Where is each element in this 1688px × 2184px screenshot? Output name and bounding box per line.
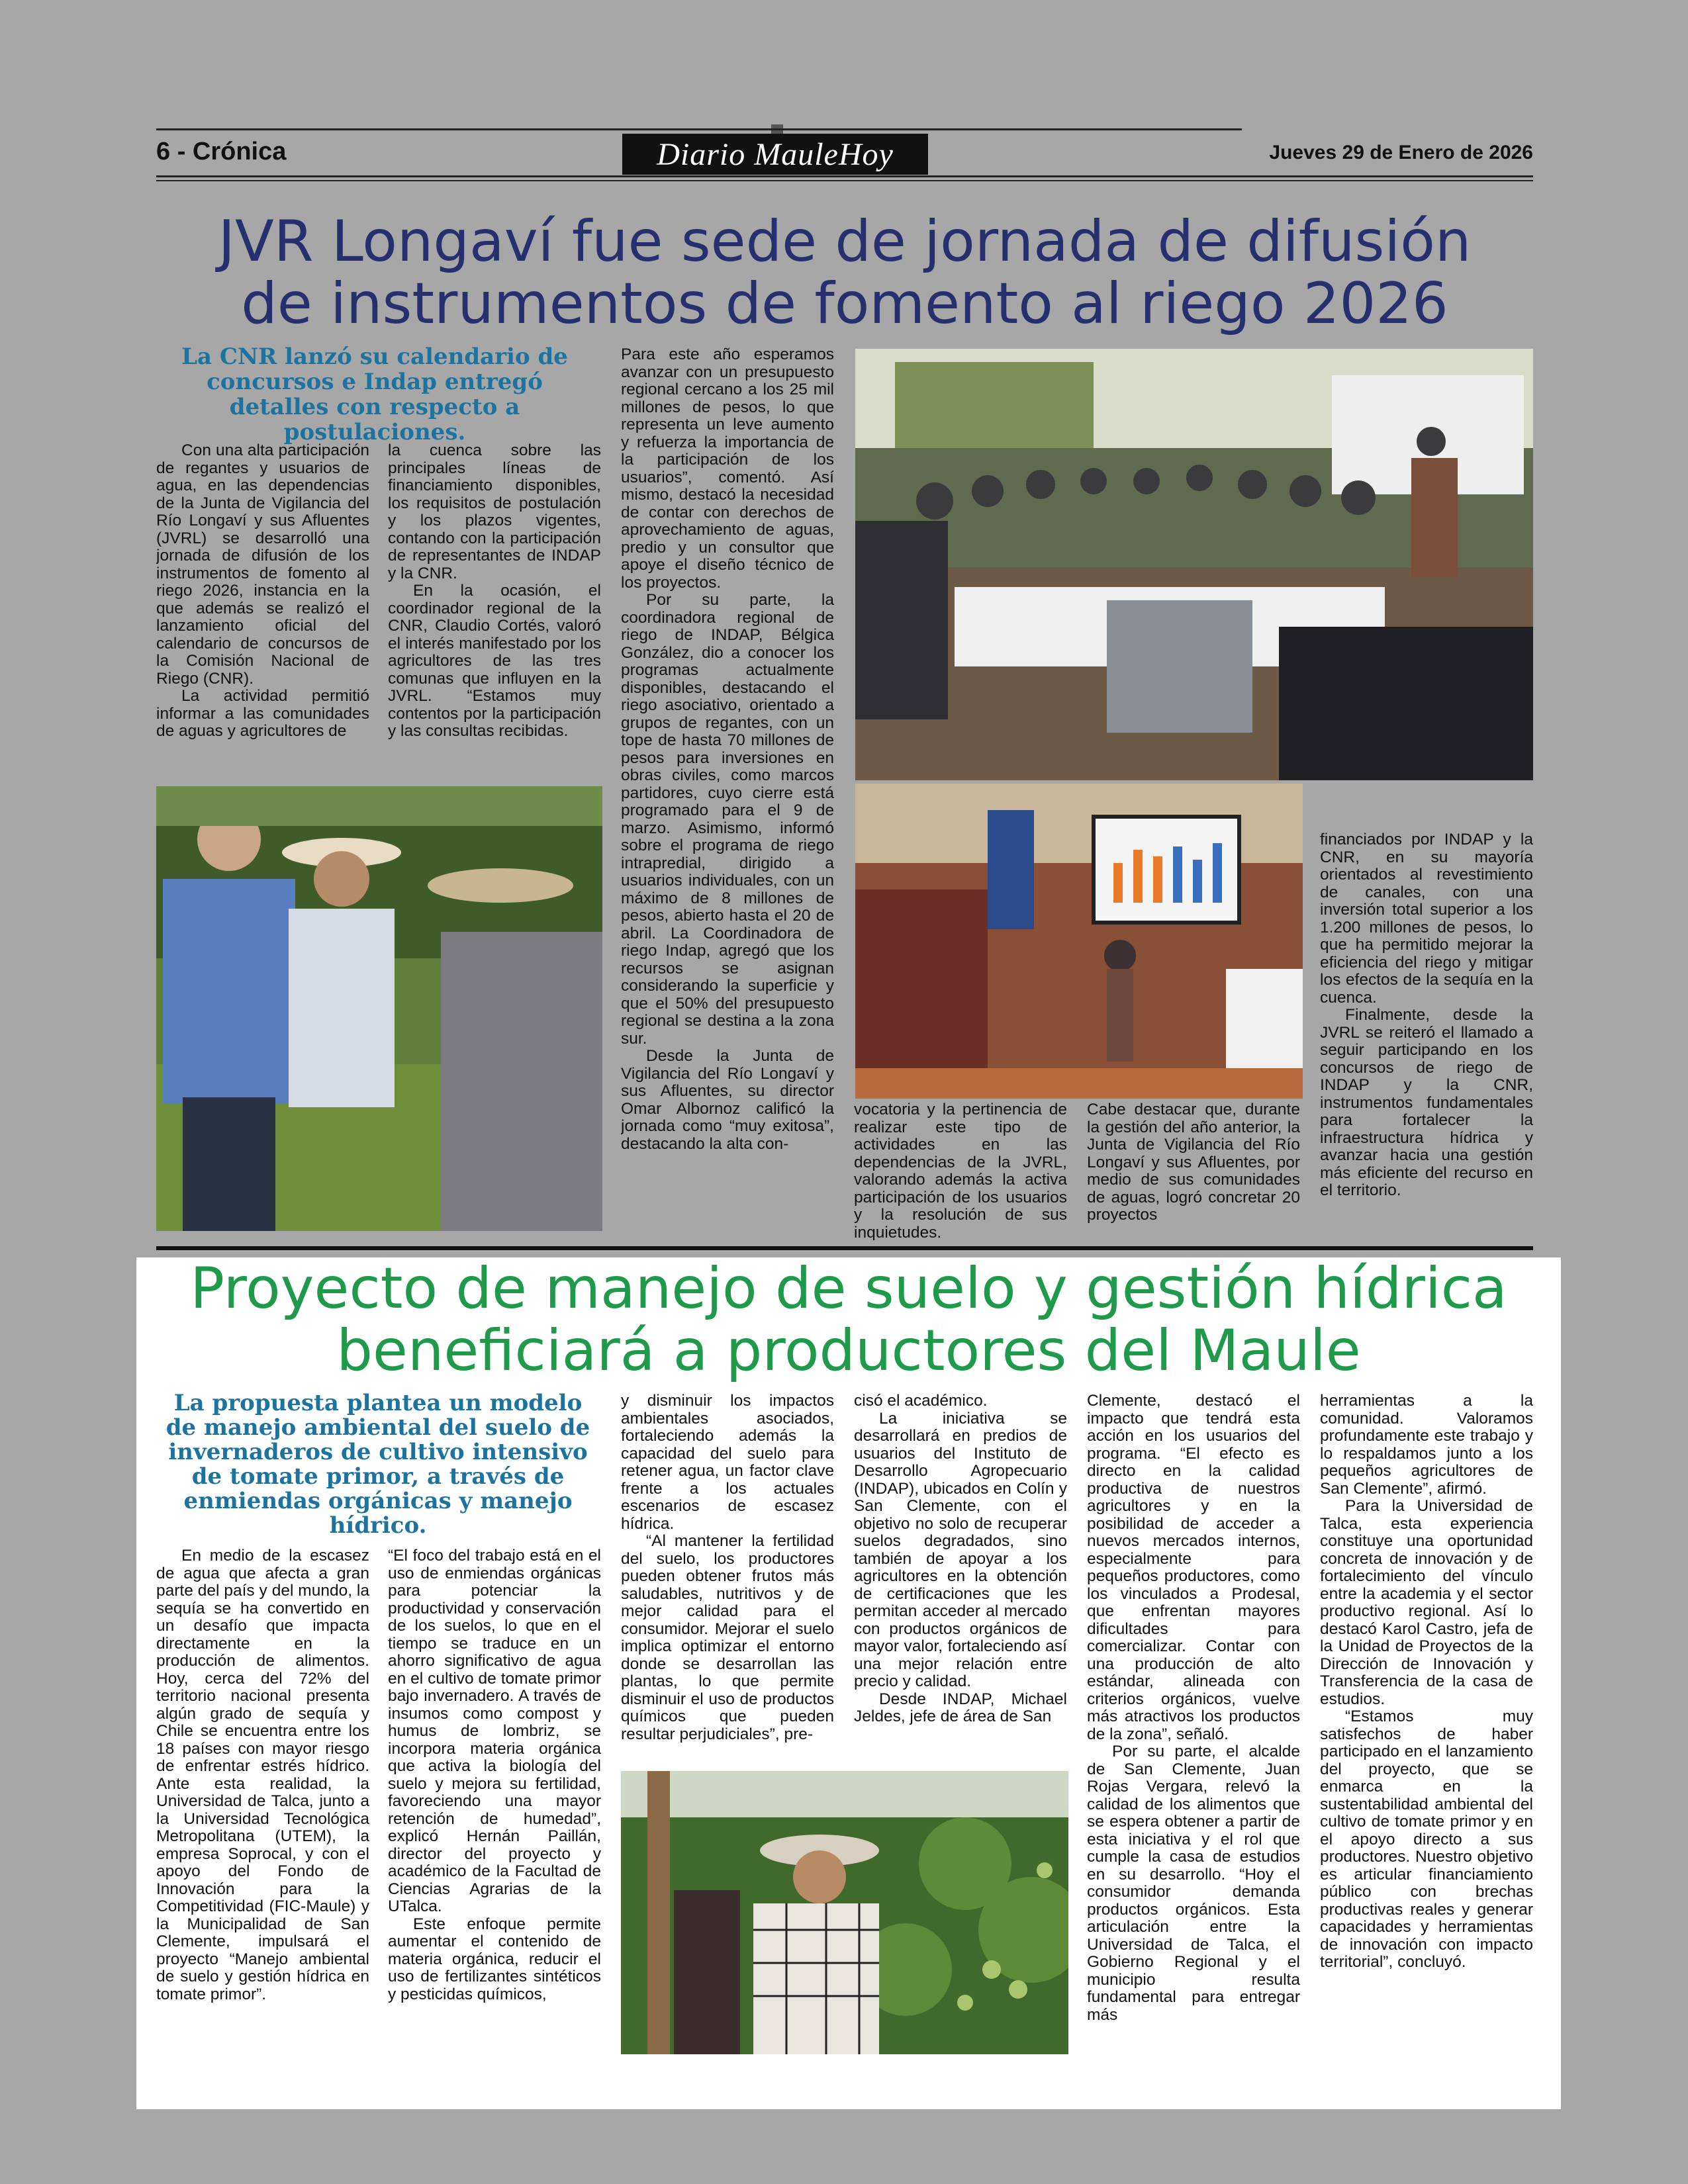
paragraph: Cabe destacar que, durante la gestión del año anterior, la Junta de Vigilancia del Río Longaví y sus Afluentes, por medio de sus comunidades de aguas, logró concretar 20 proyectos (1087, 1101, 1300, 1224)
section-label: 6 - Crónica (156, 138, 287, 165)
article2-headline-line2: beneficiará a productores del Maule (336, 1318, 1361, 1384)
masthead-rule (156, 175, 1533, 177)
article1-column-1 (156, 442, 369, 773)
article2-column-2 (388, 1547, 601, 2064)
paragraph: Desde INDAP, Michael Jeldes, jefe de área de San (854, 1690, 1067, 1725)
paragraph: herramientas a la comunidad. Valoramos profundamente este trabajo y lo respaldamos junto a los pequeños agricultores de San Clemente”, afirmó. (1320, 1392, 1533, 1498)
article1-headline (156, 210, 1533, 335)
paragraph: la cuenca sobre las principales líneas de financiamiento disponibles, los requisitos de postulación y los plazos vigentes, contando con la participación de representantes de INDAP y la CNR. (388, 442, 601, 582)
article1-column-6 (1320, 831, 1533, 1240)
photo-conversation-garden (156, 786, 602, 1231)
paragraph: Con una alta participación de regantes y usuarios de agua, en las dependencias de la Junta de Vigilancia del Río Longaví y sus Afluentes (JVRL) se desarrolló una jornada de difusión de los instrumentos de fomento al riego 2026, instancia en la que además se realizó el lanzamiento oficial del calendario de concursos de la Comisión Nacional de Riego (CNR). (156, 442, 369, 688)
article1-column-3 (621, 346, 834, 1240)
article2-column-1 (156, 1547, 369, 2064)
article2-headline (136, 1257, 1561, 1382)
article1-column-4 (854, 1101, 1067, 1240)
paragraph: Este enfoque permite aumentar el contenido de materia orgánica, reducir el uso de fertilizantes sintéticos y pesticidas químicos, (388, 1915, 601, 2003)
paragraph: financiados por INDAP y la CNR, en su mayoría orientados al revestimiento de canales, con una inversión total superior a los 1.200 millones de pesos, lo que ha permitido mejorar la eficiencia del riego y mitigar los efectos de la sequía en la cuenca. (1320, 831, 1533, 1007)
photo-meeting-audience (855, 349, 1533, 780)
paragraph: La iniciativa se desarrollará en predios de usuarios del Instituto de Desarrollo Agropecuario (INDAP), ubicados en Colín y San Clemente, con el objetivo no solo de recuperar suelos degradados, sino también de apoyar a los agricultores en la obtención de certificaciones que les permitan acceder al mercado con productos orgánicos de mayor valor, fortaleciendo así una mejor relación entre precio y calidad. (854, 1409, 1067, 1690)
paragraph: La actividad permitió informar a las comunidades de aguas y agricultores de (156, 687, 369, 740)
issue-date: Jueves 29 de Enero de 2026 (1269, 142, 1533, 163)
paragraph: Para este año esperamos avanzar con un presupuesto regional cercano a los 25 mil millones de pesos, lo que representa un leve aumento y refuerza la importancia de la participación de los usuarios”, comentó. Así mismo, destacó la necesidad de contar con derechos de aprovechamiento de aguas, predio y un consultor que apoye el diseño técnico de los proyectos. (621, 346, 834, 592)
paragraph: “El foco del trabajo está en el uso de enmiendas orgánicas para potenciar la productividad y conservación de los suelos, lo que en el tiempo se traduce en un ahorro significativo de agua en el cultivo de tomate primor bajo invernadero. A través de insumos como compost y humus de lombriz, se incorpora materia orgánica que activa la biología del suelo y mejora su fertilidad, favoreciendo una mayor retención de humedad”, explicó Hernán Paillán, director del proyecto y académico de la Facultad de Ciencias Agrarias de la UTalca. (388, 1547, 601, 1915)
article2-subhead: La propuesta plantea un modelo de manejo ambiental del suelo de invernaderos de cultivo intensivo de tomate primor, a través de enmiendas orgánicas y manejo hídrico. (165, 1390, 590, 1539)
paragraph: vocatoria y la pertinencia de realizar este tipo de actividades en las dependencias de la JVRL, valorando además la activa participación de los usuarios y la resolución de sus inquietudes. (854, 1101, 1067, 1240)
paragraph: Por su parte, el alcalde de San Clemente, Juan Rojas Vergara, relevó la calidad de los alimentos que se espera obtener a partir de esta iniciativa y el rol que cumple la casa de estudios en su desarrollo. “Hoy el consumidor demanda productos orgánicos. Esta articulación entre la Universidad de Talca, el Gobierno Regional y el municipio resulta fundamental para entregar más (1087, 1743, 1300, 2024)
photo-presentation-screen (855, 784, 1303, 1099)
paragraph: Clemente, destacó el impacto que tendrá esta acción en los usuarios del programa. “El efecto es directo en la calidad productiva de nuestros agricultores y en la posibilidad de acceder a nuevos mercados internos, especialmente para pequeños productores, como los vinculados a Prodesal, que enfrentan mayores dificultades para comercializar. Contar con una producción de alto estándar, alineada con criterios orgánicos, vuelve más atractivos los productos de la zona”, señaló. (1087, 1392, 1300, 1743)
masthead-rule-thin (156, 180, 1533, 181)
article1-headline-line2: de instrumentos de fomento al riego 2026 (241, 271, 1448, 337)
photo-tomato-greenhouse (621, 1771, 1068, 2054)
paragraph: Para la Universidad de Talca, esta experiencia constituye una oportunidad concreta de innovación y de fortalecimiento del vínculo entre la academia y el sector productivo regional. Así lo destacó Karol Castro, jefa de la Unidad de Proyectos de la Dirección de Innovación y Transferencia de la casa de estudios. (1320, 1497, 1533, 1708)
masthead-top-rule (156, 128, 1242, 130)
paragraph: “Estamos muy satisfechos de haber participado en el lanzamiento del proyecto, que se enmarca en la sustentabilidad ambiental del cultivo de tomate primor y en el apoyo directo a sus productores. Nuestro objetivo es articular financiamiento público con brechas productivas reales y generar capacidades y herramientas de innovación con impacto territorial”, concluyó. (1320, 1707, 1533, 1971)
paragraph: Desde la Junta de Vigilancia del Río Longaví y sus Afluentes, su director Omar Albornoz calificó la jornada como “muy exitosa”, destacando la alta con- (621, 1047, 834, 1153)
paragraph: En la ocasión, el coordinador regional de la CNR, Claudio Cortés, valoró el interés manifestado por los agricultores de las tres comunas que influyen en la JVRL. “Estamos muy contentos por la participación y las consultas recibidas. (388, 582, 601, 740)
paragraph: y disminuir los impactos ambientales asociados, fortaleciendo además la capacidad del suelo para retener agua, un factor clave frente a los actuales escenarios de escasez hídrica. (621, 1392, 834, 1533)
article2-column-3 (621, 1392, 834, 1770)
article-separator (156, 1246, 1533, 1250)
paragraph: cisó el académico. (854, 1392, 988, 1410)
paragraph: “Al mantener la fertilidad del suelo, los productores pueden obtener frutos más saludables, nutritivos y de mejor calidad para el consumidor. Mejorar el suelo implica optimizar el entorno donde se desarrollan las plantas, lo que permite disminuir el uso de productos químicos que pueden resultar perjudiciales”, pre- (621, 1532, 834, 1743)
article1-column-2 (388, 442, 601, 773)
paragraph: En medio de la escasez de agua que afecta a gran parte del país y del mundo, la sequía se ha convertido en un desafío que impacta directamente en la producción de alimentos. Hoy, cerca del 72% del territorio nacional presenta algún grado de sequía y Chile se encuentra entre los 18 países con mayor riesgo de enfrentar estrés hídrico. Ante esta realidad, la Universidad de Talca, junto a la Universidad Tecnológica Metropolitana (UTEM), la empresa Soprocal, y con el apoyo del Fondo de Innovación para la Competitividad (FIC-Maule) y la Municipalidad de San Clemente, impulsará el proyecto “Manejo ambiental de suelo y gestión hídrica en tomate primor”. (156, 1547, 369, 2003)
article2-headline-line1: Proyecto de manejo de suelo y gestión hídrica (190, 1255, 1507, 1322)
article2-column-6 (1320, 1392, 1533, 2062)
article2-column-5 (1087, 1392, 1300, 2062)
newspaper-logo: Diario MauleHoy (622, 134, 928, 175)
article1-subhead: La CNR lanzó su calendario de concursos e Indap entregó detalles con respecto a postulaciones. (181, 343, 568, 445)
article1-column-5 (1087, 1101, 1300, 1240)
paragraph: Finalmente, desde la JVRL se reiteró el llamado a seguir participando en los concursos de riego de INDAP y la CNR, instrumentos fundamentales para fortalecer la infraestructura hídrica y avanzar hacia una gestión más eficiente del recurso en el territorio. (1320, 1006, 1533, 1199)
paragraph: Por su parte, la coordinadora regional de riego de INDAP, Bélgica González, dio a conocer los programas actualmente disponibles, destacando el riego asociativo, orientado a grupos de regantes, con un tope de hasta 70 millones de pesos para inversiones en obras civiles, como marcos partidores, cuyo cierre está programado para el 9 de marzo. Asimismo, informó sobre el programa de riego intrapredial, dirigido a usuarios individuales, con un máximo de 8 millones de pesos, abierto hasta el 20 de abril. La Coordinadora de riego Indap, agregó que los recursos se asignan considerando la superficie y que el 50% del presupuesto regional se destina a la zona sur. (621, 591, 834, 1048)
article1-headline-line1: JVR Longaví fue sede de jornada de difusión (218, 208, 1472, 275)
article2-column-4 (854, 1392, 1067, 1770)
